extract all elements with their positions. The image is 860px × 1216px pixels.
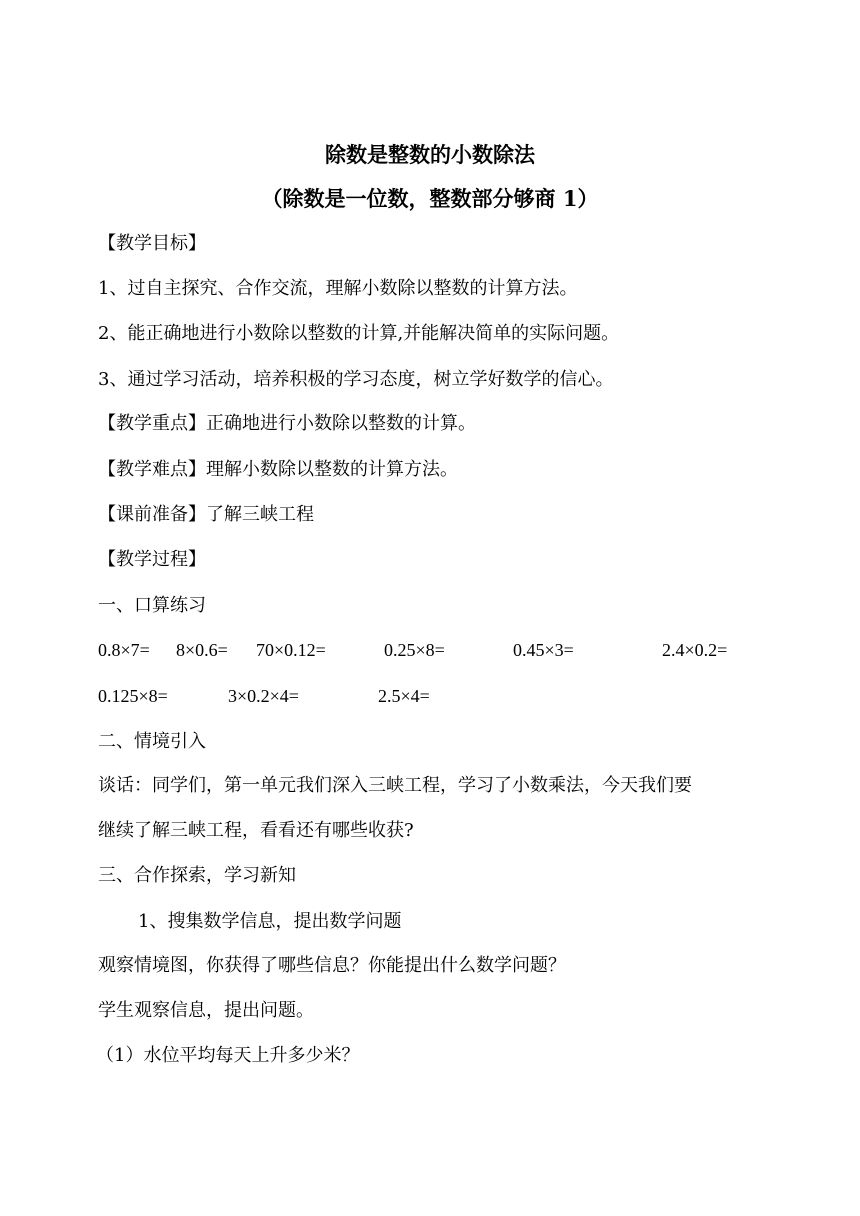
talk-paragraph-line-1: 谈话：同学们，第一单元我们深入三峡工程，学习了小数乘法，今天我们要 [98,775,692,796]
calc-item: 0.45×3= [513,640,574,660]
objective-3: 3、通过学习活动，培养积极的学习态度，树立学好数学的信心。 [98,369,614,390]
step-1: 1、搜集数学信息，提出数学问题 [138,911,402,932]
calc-item: 3×0.2×4= [228,686,299,706]
preparation: 【课前准备】了解三峡工程 [98,504,314,525]
calc-item: 0.8×7= [98,640,150,660]
section-oral-calculation: 一、口算练习 [98,595,206,616]
section-situation-intro: 二、情境引入 [98,731,206,752]
objective-1: 1、过自主探究、合作交流，理解小数除以整数的计算方法。 [98,278,578,299]
objective-2: 2、能正确地进行小数除以整数的计算,并能解决简单的实际问题。 [98,323,620,344]
document-title: 除数是整数的小数除法 [325,142,535,167]
calc-item: 2.4×0.2= [662,640,728,660]
question-1: （1）水位平均每天上升多少米？ [96,1045,360,1066]
talk-paragraph-line-2: 继续了解三峡工程，看看还有哪些收获? [98,820,414,841]
document-subtitle: （除数是一位数，整数部分够商 1） [261,186,599,211]
objectives-heading: 【教学目标】 [98,233,206,254]
observe-prompt: 观察情境图，你获得了哪些信息？你能提出什么数学问题？ [98,955,566,976]
calc-item: 2.5×4= [378,686,430,706]
calc-item: 0.25×8= [384,640,445,660]
key-point: 【教学重点】正确地进行小数除以整数的计算。 [98,413,476,434]
section-cooperative-exploration: 三、合作探索，学习新知 [98,865,296,886]
calc-item: 8×0.6= [176,640,228,660]
calc-item: 70×0.12= [256,640,326,660]
difficult-point: 【教学难点】理解小数除以整数的计算方法。 [98,459,458,480]
process-heading: 【教学过程】 [98,549,206,570]
calc-item: 0.125×8= [98,686,168,706]
students-activity: 学生观察信息，提出问题。 [98,1000,314,1021]
